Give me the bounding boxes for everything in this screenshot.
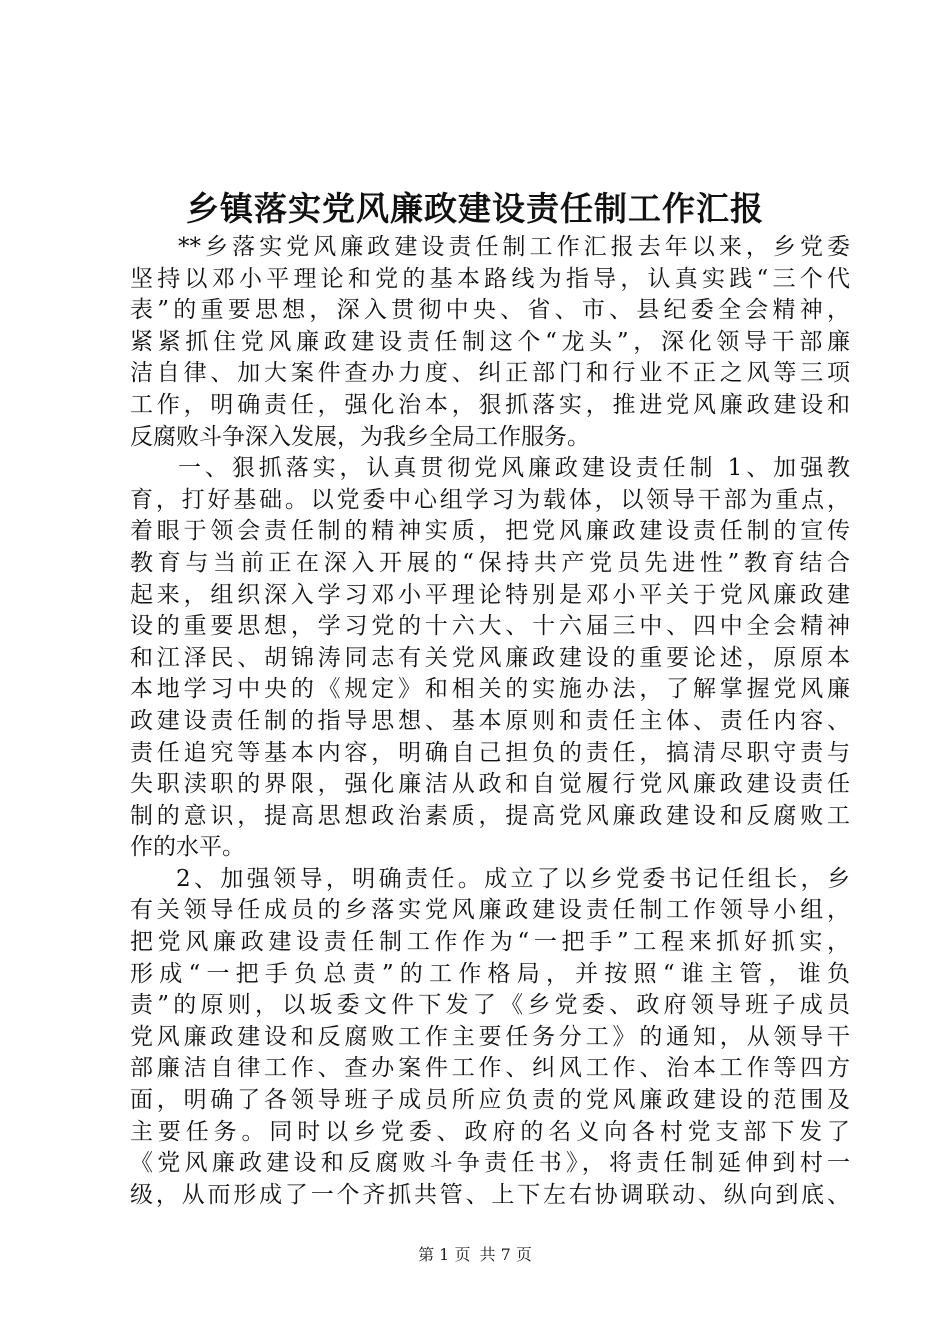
- paragraph-line: 责”的原则，以坂委文件下发了《乡党委、政府领导班子成员: [130, 992, 850, 1019]
- paragraph-line: 《党风廉政建设和反腐败斗争责任书》，将责任制延伸到村一: [130, 1150, 850, 1177]
- page-number: 第 1 页: [418, 1245, 471, 1264]
- paragraph-line: 设的重要思想，学习党的十六大、十六届三中、四中全会精神: [130, 613, 850, 640]
- paragraph-line: 育，打好基础。以党委中心组学习为载体，以领导干部为重点，: [130, 486, 850, 513]
- paragraph-line: 党风廉政建设和反腐败工作主要任务分工》的通知，从领导干: [130, 1023, 850, 1050]
- paragraph-line: 工作，明确责任，强化治本，狠抓落实，推进党风廉政建设和: [130, 391, 850, 418]
- paragraph-line: 紧紧抓住党风廉政建设责任制这个“龙头”，深化领导干部廉: [130, 328, 850, 355]
- paragraph-line: 洁自律、加大案件查办力度、纠正部门和行业不正之风等三项: [130, 360, 850, 387]
- paragraph-line: 政建设责任制的指导思想、基本原则和责任主体、责任内容、: [130, 707, 850, 734]
- paragraph-line: 一、狠抓落实，认真贯彻党风廉政建设责任制 1、加强教: [178, 455, 850, 482]
- paragraph-line: 起来，组织深入学习邓小平理论特别是邓小平关于党风廉政建: [130, 581, 850, 608]
- page-footer: [0, 1243, 950, 1267]
- paragraph-line: 部廉洁自律工作、查办案件工作、纠风工作、治本工作等四方: [130, 1055, 850, 1082]
- paragraph-line: 制的意识，提高思想政治素质，提高党风廉政建设和反腐败工: [130, 802, 850, 829]
- paragraph-line: 本地学习中央的《规定》和相关的实施办法，了解掌握党风廉: [130, 676, 850, 703]
- document-body: [130, 232, 850, 1211]
- paragraph-line: 和江泽民、胡锦涛同志有关党风廉政建设的重要论述，原原本: [130, 644, 850, 671]
- document-title: 乡镇落实党风廉政建设责任制工作汇报: [186, 189, 764, 228]
- paragraph-line: 反腐败斗争深入发展，为我乡全局工作服务。: [130, 423, 590, 450]
- paragraph-line: 形成“一把手负总责”的工作格局，并按照“谁主管，谁负: [130, 960, 850, 987]
- paragraph-line: 着眼于领会责任制的精神实质，把党风廉政建设责任制的宣传: [130, 518, 850, 545]
- paragraph-line: **乡落实党风廉政建设责任制工作汇报去年以来，乡党委: [178, 234, 850, 260]
- paragraph-line: 主要任务。同时以乡党委、政府的名义向各村党支部下发了: [130, 1118, 850, 1145]
- page-total: 共 7 页: [479, 1245, 532, 1264]
- paragraph-line: 2、加强领导，明确责任。成立了以乡党委书记任组长，乡: [176, 865, 850, 892]
- paragraph-line: 有关领导任成员的乡落实党风廉政建设责任制工作领导小组，: [130, 897, 850, 924]
- paragraph-line: 责任追究等基本内容，明确自己担负的责任，搞清尽职守责与: [130, 739, 850, 766]
- paragraph-line: 教育与当前正在深入开展的“保持共产党员先进性”教育结合: [130, 549, 850, 576]
- paragraph-line: 把党风廉政建设责任制工作作为“一把手”工程来抓好抓实，: [130, 929, 850, 956]
- paragraph-line: 级，从而形成了一个齐抓共管、上下左右协调联动、纵向到底、: [130, 1181, 850, 1208]
- paragraph-line: 坚持以邓小平理论和党的基本路线为指导，认真实践“三个代: [130, 265, 850, 292]
- paragraph-line: 作的水平。: [130, 834, 245, 861]
- paragraph-line: 失职渎职的界限，强化廉洁从政和自觉履行党风廉政建设责任: [130, 771, 850, 798]
- paragraph-line: 表”的重要思想，深入贯彻中央、省、市、县纪委全会精神，: [130, 297, 850, 324]
- paragraph-line: 面，明确了各领导班子成员所应负责的党风廉政建设的范围及: [130, 1087, 850, 1114]
